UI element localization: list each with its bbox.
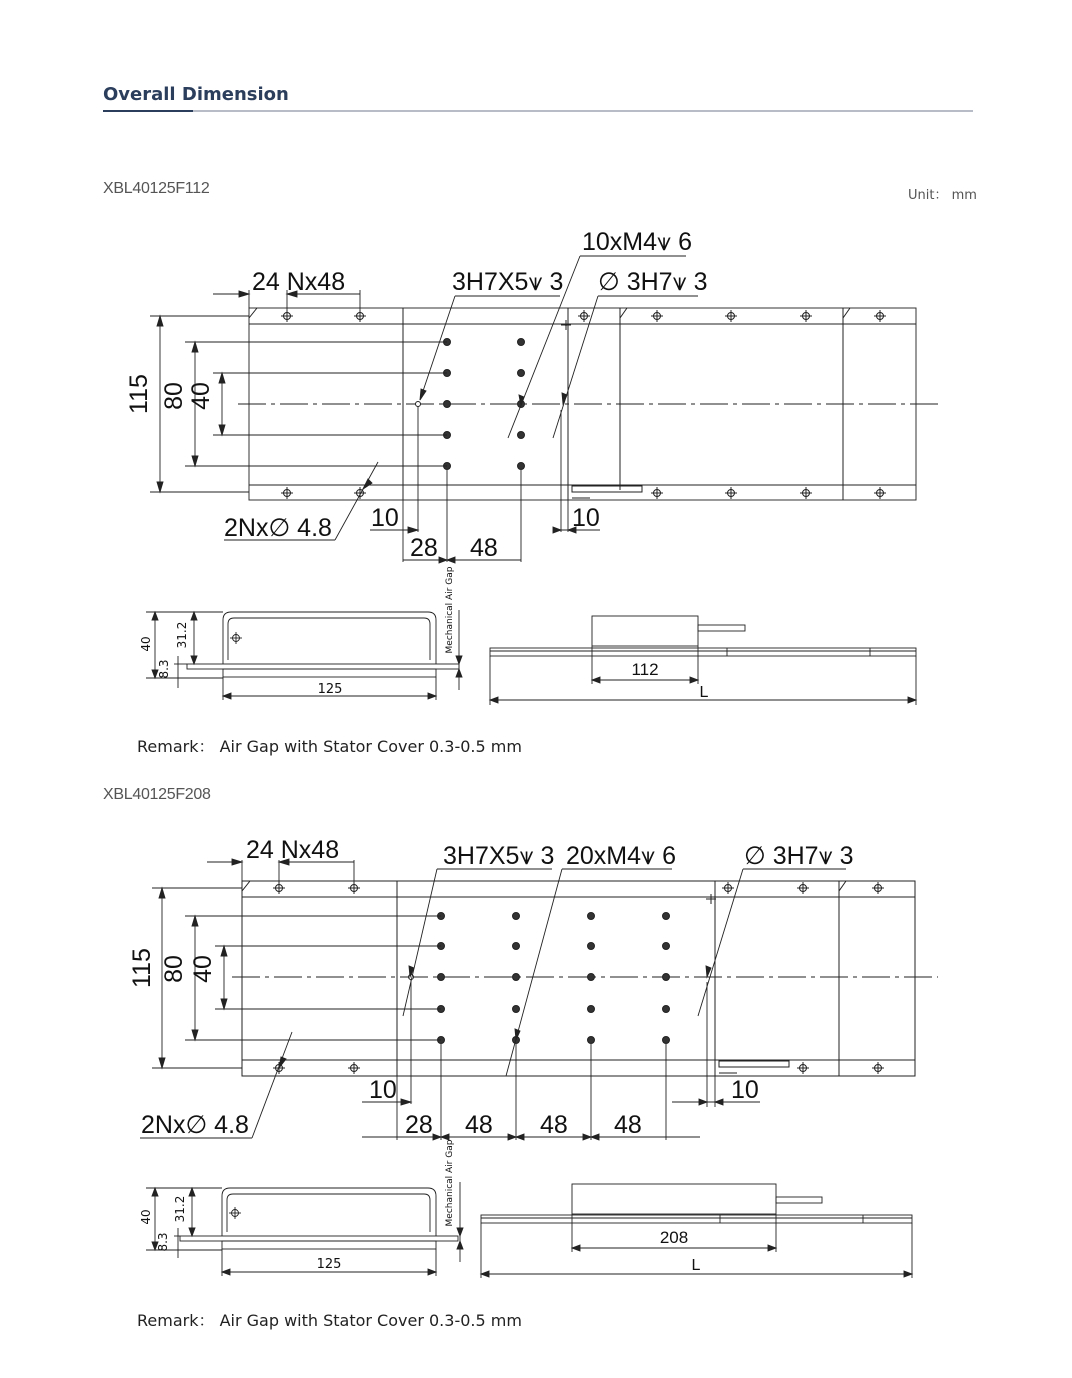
labels-side-2 — [139, 1139, 455, 1272]
label-height-115-2: 115 — [128, 948, 156, 988]
model-label-1: XBL40125F112 — [103, 180, 210, 197]
label-height-80: 80 — [160, 382, 188, 410]
label-pitch-2: 24 Nx48 — [246, 836, 340, 864]
label-dim-48-a: 48 — [465, 1111, 493, 1139]
label-height-40-2: 40 — [189, 955, 217, 983]
labels-front-2 — [660, 1228, 701, 1274]
label-dim-10-right-2: 10 — [731, 1076, 759, 1104]
label-mount-hole-2: 2Nx∅ 4.8 — [141, 1111, 249, 1139]
remark-1: Remark： Air Gap with Stator Cover 0.3-0.5 mm — [137, 737, 522, 756]
label-dim-48-c: 48 — [614, 1111, 642, 1139]
label-pin-hole-2: ∅ 3H7⩛ 3 — [744, 842, 854, 870]
label-height-80-2: 80 — [160, 955, 188, 983]
label-air-gap-2: Mechanical Air Gap — [445, 1139, 455, 1227]
label-L: L — [699, 684, 709, 701]
side-view-1 — [146, 610, 462, 700]
drawing-xbl40125f208 — [0, 800, 1072, 1300]
label-dim-10-left: 10 — [371, 504, 399, 532]
label-dim-28-2: 28 — [405, 1111, 433, 1139]
label-pin-hole: ∅ 3H7⩛ 3 — [598, 268, 708, 296]
label-length: 112 — [631, 660, 659, 679]
top-view-2 — [232, 881, 938, 1076]
label-side-height: 40 — [139, 636, 153, 652]
label-length-2: 208 — [659, 1228, 689, 1247]
label-side-width-2: 125 — [316, 1257, 342, 1272]
mount-holes-1 — [281, 310, 886, 499]
label-side-8-2: 8.3 — [156, 1232, 170, 1252]
label-mount-hole: 2Nx∅ 4.8 — [224, 514, 332, 542]
thread-holes-2 — [438, 913, 670, 1044]
label-side-31-2: 31.2 — [173, 1195, 187, 1223]
label-air-gap: Mechanical Air Gap — [445, 566, 455, 654]
label-height-115: 115 — [125, 374, 153, 414]
label-height-40: 40 — [187, 382, 215, 410]
remark-2: Remark： Air Gap with Stator Cover 0.3-0.5 mm — [137, 1311, 522, 1330]
label-L-2: L — [691, 1257, 701, 1274]
label-dowel-hole: 3H7X5⩛ 3 — [452, 268, 564, 296]
mount-holes-2 — [273, 882, 884, 1074]
label-dim-28: 28 — [410, 534, 438, 562]
top-view-1 — [238, 308, 938, 500]
label-thread: 10xM4⩛ 6 — [582, 228, 692, 256]
side-view-2 — [146, 1182, 463, 1276]
label-side-31: 31.2 — [175, 621, 189, 649]
label-side-width: 125 — [317, 682, 343, 697]
model-label-2: XBL40125F208 — [103, 786, 211, 803]
unit-label: Unit： mm — [908, 188, 977, 203]
label-dim-48-b: 48 — [540, 1111, 568, 1139]
label-dim-10-right: 10 — [572, 504, 600, 532]
label-side-8: 8.3 — [157, 659, 171, 679]
label-side-height-2: 40 — [139, 1209, 153, 1225]
label-dim-48: 48 — [470, 534, 498, 562]
label-pitch: 24 Nx48 — [252, 268, 346, 296]
label-thread-2: 20xM4⩛ 6 — [566, 842, 676, 870]
page-title: Overall Dimension — [103, 84, 289, 105]
label-dowel-hole-2: 3H7X5⩛ 3 — [443, 842, 555, 870]
label-dim-10-left-2: 10 — [369, 1076, 397, 1104]
